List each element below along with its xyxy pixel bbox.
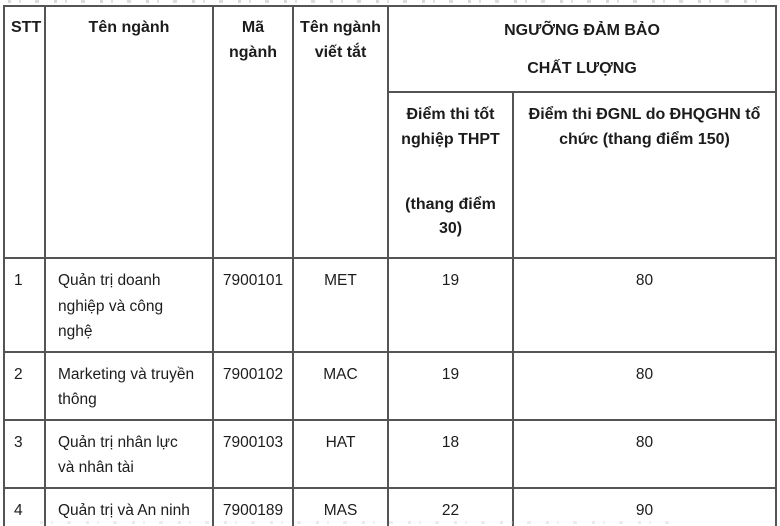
column-header-diem-thi-thpt [388,92,513,258]
cell-ten-nganh: Quản trị và An ninh [45,488,213,526]
thpt-header-line1: Điểm thi tốt nghiệp THPT [401,106,500,148]
table-header [4,6,776,258]
cell-viet-tat: HAT [293,420,388,488]
cell-diem-thpt: 18 [388,420,513,488]
group-header-line1: NGƯỠNG ĐẢM BẢO [504,22,660,39]
cell-ma-nganh: 7900103 [213,420,293,488]
cell-diem-thpt: 19 [388,352,513,420]
group-header-line2: CHẤT LƯỢNG [527,59,637,77]
table-row [4,258,776,352]
cell-viet-tat: MAS [293,488,388,526]
cell-ma-nganh: 7900101 [213,258,293,352]
header-row-group [4,6,776,92]
cell-diem-thpt: 22 [388,488,513,526]
cell-stt: 2 [4,352,45,420]
column-header-stt: STT [4,6,45,258]
cell-viet-tat: MAC [293,352,388,420]
cell-ma-nganh: 7900102 [213,352,293,420]
cell-ten-nganh: Quản trị doanh nghiệp và công nghệ [45,258,213,352]
table-row [4,420,776,488]
table-row [4,352,776,420]
column-header-ten-nganh-viet-tat: Tên ngành viết tắt [293,6,388,258]
cell-diem-dgnl: 90 [513,488,776,526]
cell-ten-nganh: Marketing và truyền thông [45,352,213,420]
table-body [4,258,776,526]
admission-threshold-table [3,5,777,526]
cell-diem-dgnl: 80 [513,420,776,488]
column-header-diem-thi-dgnl: Điểm thi ĐGNL do ĐHQGHN tổ chức (thang điểm 150) [513,92,776,258]
cropped-text-artifact-top [8,0,766,3]
cell-diem-dgnl: 80 [513,258,776,352]
column-header-nguong-dam-bao-chat-luong [388,6,776,92]
cell-stt: 3 [4,420,45,488]
cell-ten-nganh: Quản trị nhân lực và nhân tài [45,420,213,488]
cell-stt: 4 [4,488,45,526]
column-header-ma-nganh: Mã ngành [213,6,293,258]
thpt-header-line2: (thang điểm 30) [405,195,496,238]
cell-stt: 1 [4,258,45,352]
cropped-text-artifact-bottom [40,521,680,524]
column-header-ten-nganh: Tên ngành [45,6,213,258]
cell-viet-tat: MET [293,258,388,352]
cell-ma-nganh: 7900189 [213,488,293,526]
cell-diem-dgnl: 80 [513,352,776,420]
cell-diem-thpt: 19 [388,258,513,352]
